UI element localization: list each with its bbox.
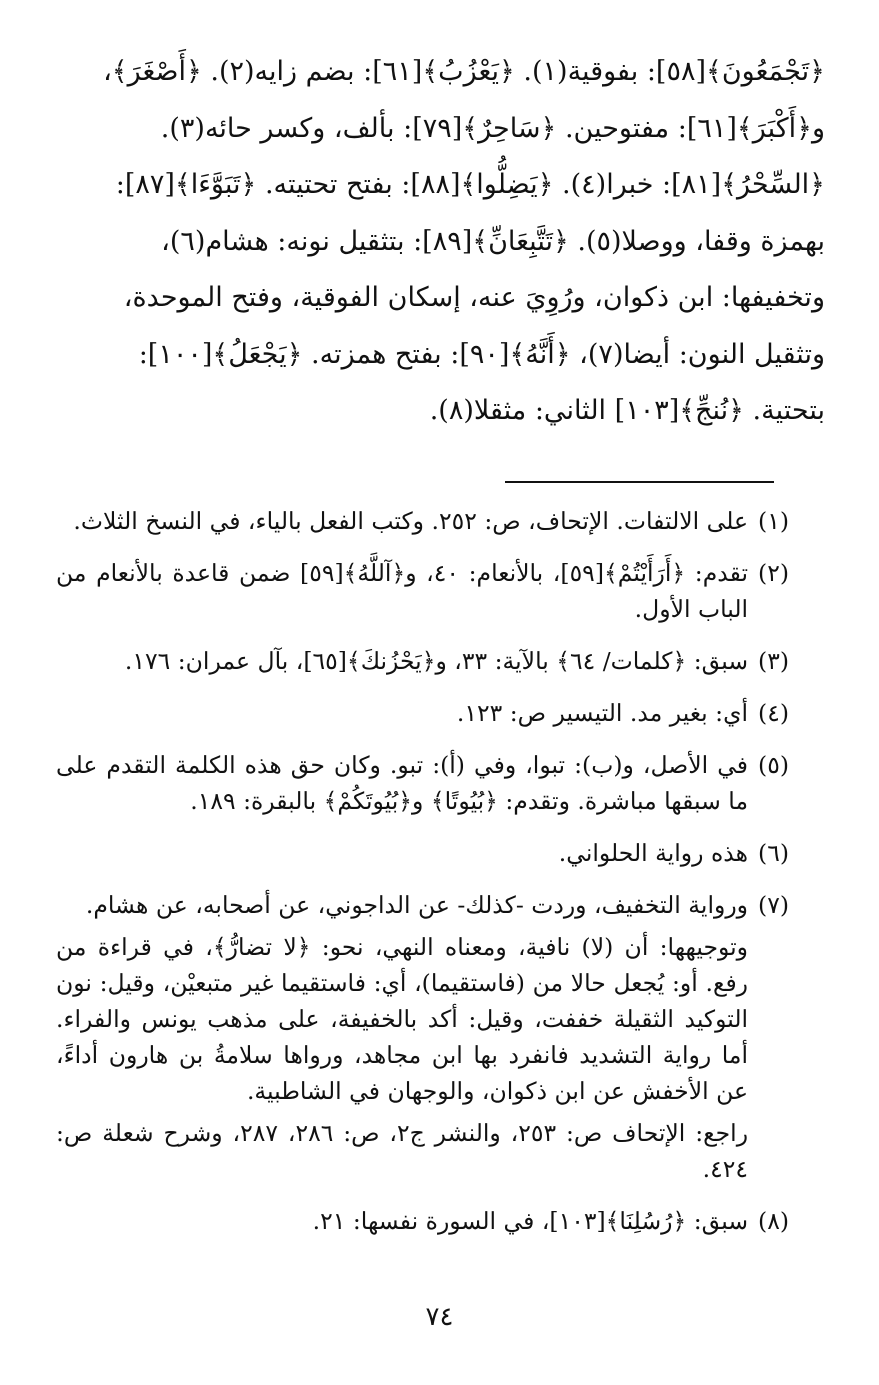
footnote xyxy=(56,555,789,633)
footnote-number: (٤) xyxy=(758,699,789,727)
main-text-line: ﴿السِّحْرُ﴾[٨١]: خبرا(٤). ﴿يَضِلُّوا﴾[٨٨]: بفتح تحتيته. ﴿تَبَوَّءَا﴾[٨٧]: xyxy=(115,169,825,200)
footnote-text: أي: بغير مد. التيسير ص: ١٢٣. xyxy=(456,699,749,727)
main-text-line: و﴿أَكْبَرَ﴾[٦١]: مفتوحين. ﴿سَاحِرٌ﴾[٧٩]: بألف، وكسر حائه(٣). xyxy=(160,112,825,144)
footnote xyxy=(56,747,789,825)
footnote-text: على الالتفات. الإتحاف، ص: ٢٥٢. وكتب الفعل بالياء، في النسخ الثلاث. xyxy=(73,507,749,535)
footnote xyxy=(56,835,789,877)
footnote-number: (١) xyxy=(758,507,789,535)
footnotes xyxy=(56,503,789,1255)
footnote-text: تقدم: ﴿أَرَأَيْتُمْ﴾[٥٩]، بالأنعام: ٤٠، و﴿آللَّهُ﴾[٥٩] ضمن قاعدة بالأنعام من الباب الأول. xyxy=(56,559,749,623)
main-text-line: بتحتية. ﴿نُنجِّ﴾[١٠٣] الثاني: مثقلا(٨). xyxy=(429,395,825,426)
footnote-divider xyxy=(505,481,774,483)
footnote-number: (٧) xyxy=(758,891,789,919)
footnote-text: سبق: ﴿كلمات/ ٦٤﴾ بالآية: ٣٣، و﴿يَحْزُنكَ﴾[٦٥]، بآل عمران: ١٧٦. xyxy=(124,647,749,675)
main-text-line: وتثقيل النون: أيضا(٧)، ﴿أَنَّهُ﴾[٩٠]: بفتح همزته. ﴿يَجْعَلُ﴾[١٠٠]: xyxy=(138,338,825,370)
footnote-number: (٥) xyxy=(758,751,789,779)
footnote-number: (٢) xyxy=(758,559,789,587)
page-number: ٧٤ xyxy=(425,1302,454,1332)
footnote xyxy=(56,643,789,685)
footnote xyxy=(56,695,789,737)
main-text xyxy=(60,44,825,440)
footnote-number: (٦) xyxy=(758,839,789,867)
main-text-line: بهمزة وقفا، ووصلا(٥). ﴿تَتَّبِعَانِّ﴾[٨٩]: بتثقيل نونه: هشام(٦)، xyxy=(161,225,825,257)
footnote-text: سبق: ﴿رُسُلِنَا﴾[١٠٣]، في السورة نفسها: ٢١. xyxy=(312,1207,749,1235)
footnote xyxy=(56,887,789,1193)
footnote-text: راجع: الإتحاف ص: ٢٥٣، والنشر ج٢، ص: ٢٨٦، ٢٨٧، وشرح شعلة ص: ٤٢٤. xyxy=(56,1119,749,1183)
footnote-text: هذه رواية الحلواني. xyxy=(558,839,749,867)
footnote-text: ورواية التخفيف، وردت -كذلك- عن الداجوني، عن أصحابه، عن هشام. xyxy=(85,891,749,919)
footnote-text: في الأصل، و(ب): تبوا، وفي (أ): تبو. وكان حق هذه الكلمة التقدم على ما سبقها مباشرة. وتقدم: ﴿بُيُوتًا﴾ و﴿بُيُوتَكُمْ﴾ بالبقرة: ١٨٩. xyxy=(56,751,749,815)
main-text-line: وتخفيفها: ابن ذكوان، ورُوِيَ عنه، إسكان الفوقية، وفتح الموحدة، xyxy=(123,282,825,313)
footnote xyxy=(56,503,789,545)
footnote-number: (٣) xyxy=(758,647,789,675)
footnote-number: (٨) xyxy=(758,1207,789,1235)
footnote xyxy=(56,1203,789,1245)
footnote-text: وتوجيهها: أن (لا) نافية، ومعناه النهي، نحو: ﴿لا تضارُّ﴾، في قراءة من رفع. أو: يُجعل حالا من (فاستقيما)، أي: فاستقيما غير متبعيْن، وقيل: نون التوكيد الثقيلة خففت، وقيل: أكد بالخفيفة، على مذهب يونس والفراء. أما رواية التشديد فانفرد بها ابن مجاهد، ورواها سلامةُ بن هارون أداءً، عن الأخفش عن ابن ذكوان، والوجهان في الشاطبية. xyxy=(56,933,749,1105)
main-text-line: ﴿تَجْمَعُونَ﴾[٥٨]: بفوقية(١). ﴿يَعْزُبُ﴾[٦١]: بضم زايه(٢). ﴿أَصْغَرَ﴾، xyxy=(103,56,825,87)
